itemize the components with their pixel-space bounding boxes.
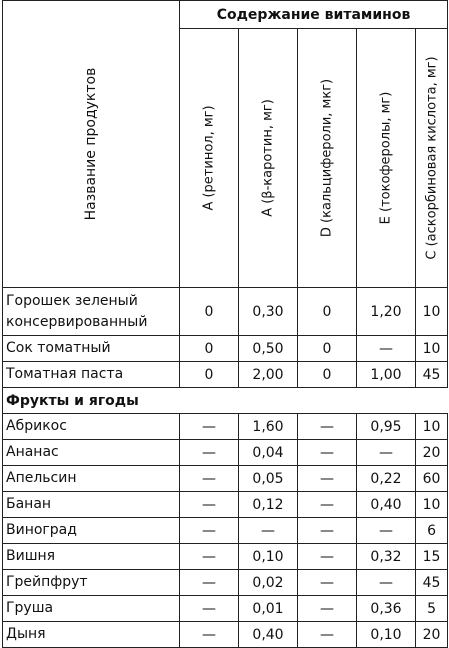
section-title: Фрукты и ягоды [3,388,180,414]
cell-a-carotene: 2,00 [239,362,298,388]
row-name: Абрикос [3,414,180,440]
cell-d: — [298,622,357,648]
cell-c: 20 [416,622,448,648]
cell-a-carotene: 0,05 [239,466,298,492]
cell-e: 0,10 [357,622,416,648]
cell-a-retinol: 0 [180,288,239,336]
table-row [3,622,448,648]
cell-e: — [357,570,416,596]
header-d [298,29,357,288]
cell-a-carotene: 0,40 [239,622,298,648]
row-name: Томатная паста [3,362,180,388]
table-row [3,466,448,492]
cell-d: — [298,518,357,544]
cell-e: — [357,518,416,544]
cell-a-carotene: 0,02 [239,570,298,596]
header-a-carotene [239,29,298,288]
cell-a-carotene: 0,04 [239,440,298,466]
cell-a-retinol: — [180,570,239,596]
cell-e: 0,36 [357,596,416,622]
cell-c: 45 [416,570,448,596]
cell-a-retinol: — [180,544,239,570]
cell-a-carotene: 0,01 [239,596,298,622]
table-row [3,336,448,362]
cell-c: 10 [416,492,448,518]
cell-a-retinol: — [180,622,239,648]
section-fill [180,388,448,414]
header-name-label: Название продуктов [83,67,99,221]
header-a-retinol [180,29,239,288]
cell-e: — [357,440,416,466]
cell-e: 1,00 [357,362,416,388]
table-row [3,492,448,518]
row-name: Сок томатный [3,336,180,362]
row-name: Грейпфрут [3,570,180,596]
header-e-label: Е (токоферолы, мг) [378,91,394,225]
cell-c: 10 [416,288,448,336]
header-name-cell [3,1,180,288]
cell-d: 0 [298,288,357,336]
cell-c: 20 [416,440,448,466]
header-group-label: Содержание витаминов [180,1,448,29]
cell-a-retinol: — [180,596,239,622]
cell-d: — [298,414,357,440]
cell-a-carotene: 0,12 [239,492,298,518]
cell-a-carotene: 0,30 [239,288,298,336]
cell-c: 6 [416,518,448,544]
cell-e: 0,32 [357,544,416,570]
header-d-label: D (кальцифероли, мкг) [319,78,335,238]
cell-d: 0 [298,362,357,388]
cell-c: 10 [416,414,448,440]
row-name: Вишня [3,544,180,570]
cell-a-carotene: 0,50 [239,336,298,362]
table-row [3,440,448,466]
row-name: Апельсин [3,466,180,492]
cell-e: 0,40 [357,492,416,518]
table-row [3,414,448,440]
cell-e: 0,22 [357,466,416,492]
cell-a-retinol: — [180,492,239,518]
cell-e: — [357,336,416,362]
table-row [3,518,448,544]
cell-a-retinol: 0 [180,336,239,362]
cell-c: 60 [416,466,448,492]
cell-a-retinol: — [180,414,239,440]
row-name: Банан [3,492,180,518]
header-c-label: С (аскорбиновая кислота, мг) [424,56,440,260]
cell-a-carotene: 1,60 [239,414,298,440]
cell-d: — [298,466,357,492]
cell-c: 10 [416,336,448,362]
vitamin-table [2,0,448,648]
table-row [3,288,448,336]
cell-d: — [298,492,357,518]
cell-d: — [298,440,357,466]
row-name: Ананас [3,440,180,466]
row-name: Груша [3,596,180,622]
cell-c: 45 [416,362,448,388]
table-row [3,544,448,570]
cell-a-carotene: — [239,518,298,544]
row-name: Дыня [3,622,180,648]
row-name: Виноград [3,518,180,544]
cell-c: 5 [416,596,448,622]
header-a-carotene-label: А (β-каротин, мг) [260,99,276,217]
header-e [357,29,416,288]
cell-d: — [298,596,357,622]
cell-a-retinol: — [180,518,239,544]
row-name: Горошек зеленый консервированный [3,288,180,336]
cell-e: 1,20 [357,288,416,336]
table-row [3,596,448,622]
cell-a-retinol: — [180,440,239,466]
table-row [3,570,448,596]
cell-a-carotene: 0,10 [239,544,298,570]
header-a-retinol-label: А (ретинол, мг) [201,105,217,211]
cell-e: 0,95 [357,414,416,440]
header-c [416,29,448,288]
cell-d: — [298,570,357,596]
table-row [3,362,448,388]
cell-c: 15 [416,544,448,570]
cell-d: 0 [298,336,357,362]
cell-d: — [298,544,357,570]
cell-a-retinol: 0 [180,362,239,388]
cell-a-retinol: — [180,466,239,492]
section-row [3,388,448,414]
